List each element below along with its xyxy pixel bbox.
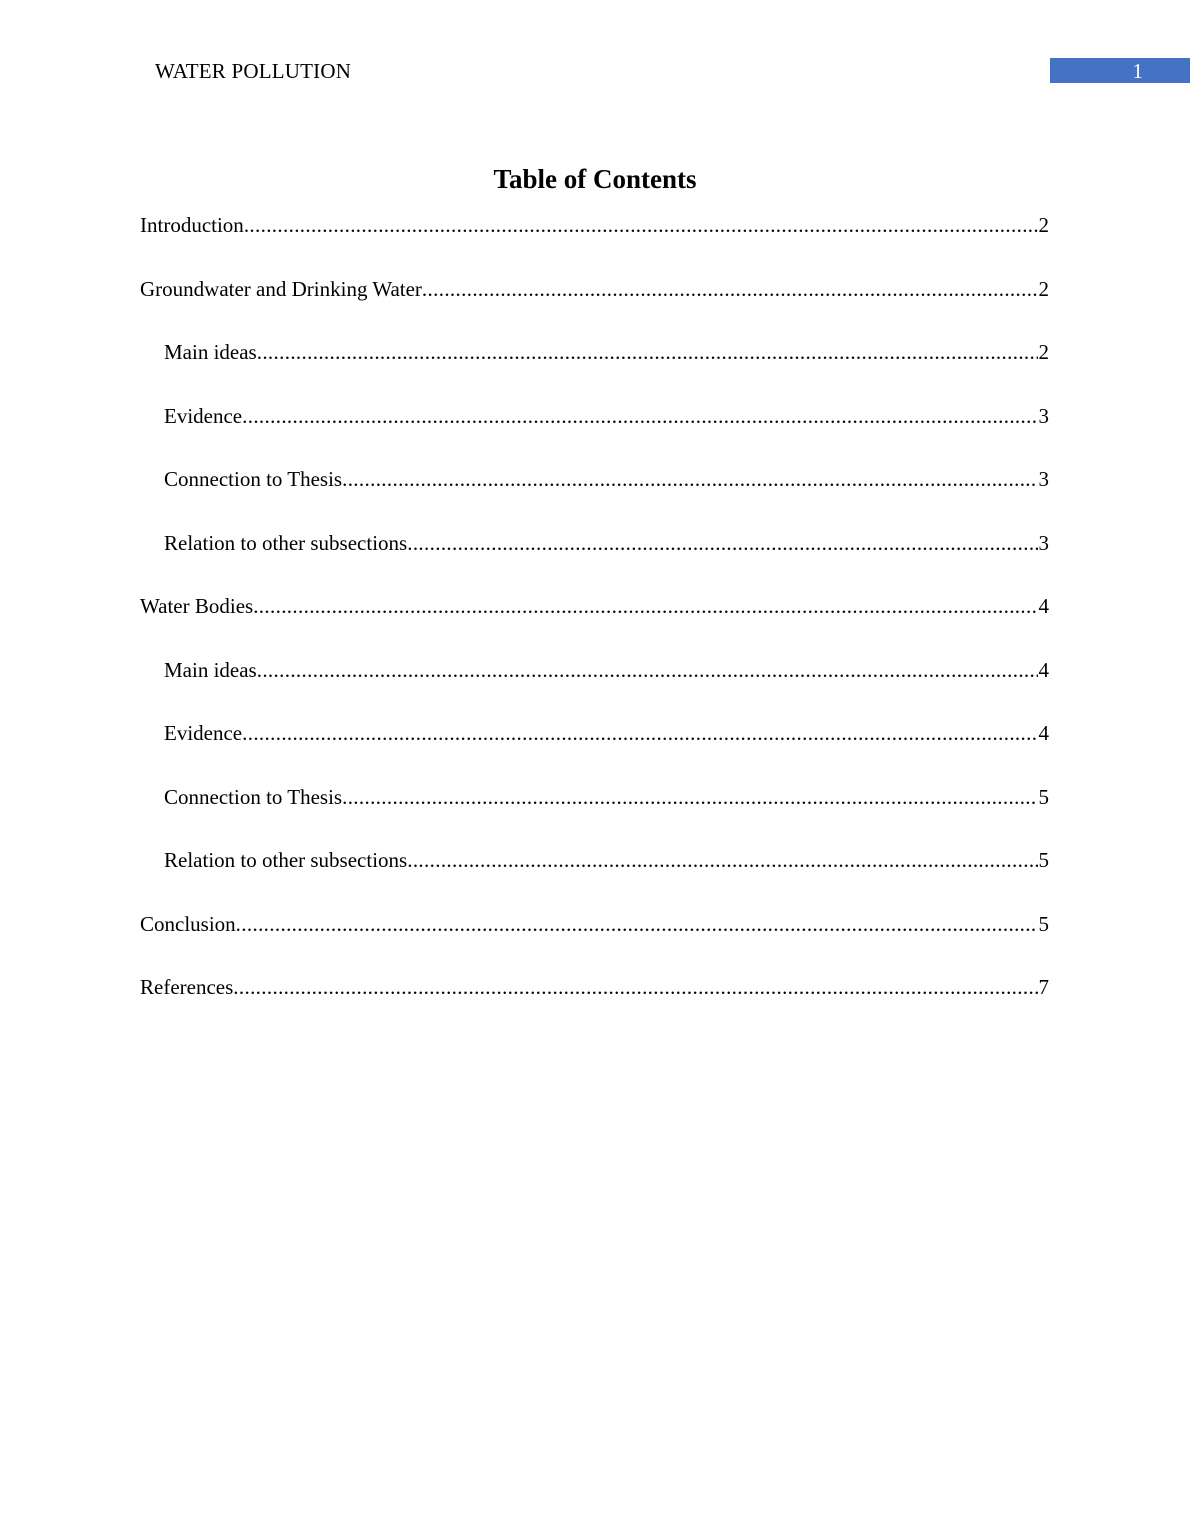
toc-entry-page: 2 <box>1038 213 1049 237</box>
toc-entry-introduction[interactable] <box>140 211 1049 275</box>
toc-entry-label: Introduction ..... <box>140 213 1049 237</box>
toc-entry-groundwater[interactable] <box>140 275 1049 339</box>
toc-title: Table of Contents <box>493 164 697 194</box>
toc-entry-groundwater-connection[interactable] <box>140 465 1049 529</box>
toc-entry-page: 4 <box>1038 657 1049 682</box>
toc-entry-label: Groundwater and Drinking Water ..... <box>140 277 1049 301</box>
toc-entry-label: Main ideas ..... <box>164 340 1049 364</box>
toc-entry-water-bodies-connection[interactable] <box>140 783 1049 847</box>
toc-entry-label: Relation to other subsections ..... <box>164 531 1049 555</box>
toc-entry-page: 5 <box>1038 848 1049 872</box>
toc-entry-page: 2 <box>1038 340 1049 364</box>
toc-entry-label: Conclusion ..... <box>140 912 1049 936</box>
toc-entry-page: 3 <box>1038 467 1049 491</box>
toc-entry-page: 5 <box>1038 911 1049 936</box>
toc-entry-page: 3 <box>1038 403 1049 428</box>
toc-entry-groundwater-relation[interactable] <box>140 529 1049 593</box>
toc-entry-water-bodies-relation[interactable] <box>140 846 1049 910</box>
page-number-box <box>1050 58 1190 83</box>
toc-entry-page: 2 <box>1038 276 1049 301</box>
toc-entry-label: Connection to Thesis ..... <box>164 467 1049 491</box>
toc-entry-water-bodies[interactable] <box>140 592 1049 656</box>
toc-entry-water-bodies-evidence[interactable] <box>140 719 1049 783</box>
toc-entry-conclusion[interactable] <box>140 910 1049 974</box>
toc-entry-label: Evidence ..... <box>164 721 1049 745</box>
toc-entry-references[interactable] <box>140 973 1049 1037</box>
toc-entry-page: 3 <box>1038 530 1049 555</box>
toc-entry-label: Evidence ..... <box>164 404 1049 428</box>
toc-entry-label: Main ideas ..... <box>164 658 1049 682</box>
toc-entry-page: 4 <box>1038 721 1049 745</box>
toc-entry-label: Relation to other subsections ..... <box>164 848 1049 872</box>
toc-entry-label: Water Bodies ..... <box>140 594 1049 618</box>
toc-entry-label: References ..... <box>140 975 1049 999</box>
page-number: 1 <box>1132 59 1143 83</box>
toc-entry-water-bodies-main-ideas[interactable] <box>140 656 1049 720</box>
toc-list <box>140 211 1049 1037</box>
toc-entry-page: 5 <box>1038 784 1049 809</box>
running-head: WATER POLLUTION <box>155 59 352 83</box>
toc-entry-page: 4 <box>1038 594 1049 618</box>
toc-entry-label: Connection to Thesis ..... <box>164 785 1049 809</box>
toc-entry-groundwater-main-ideas[interactable] <box>140 338 1049 402</box>
toc-entry-page: 7 <box>1038 975 1049 999</box>
toc-entry-groundwater-evidence[interactable] <box>140 402 1049 466</box>
